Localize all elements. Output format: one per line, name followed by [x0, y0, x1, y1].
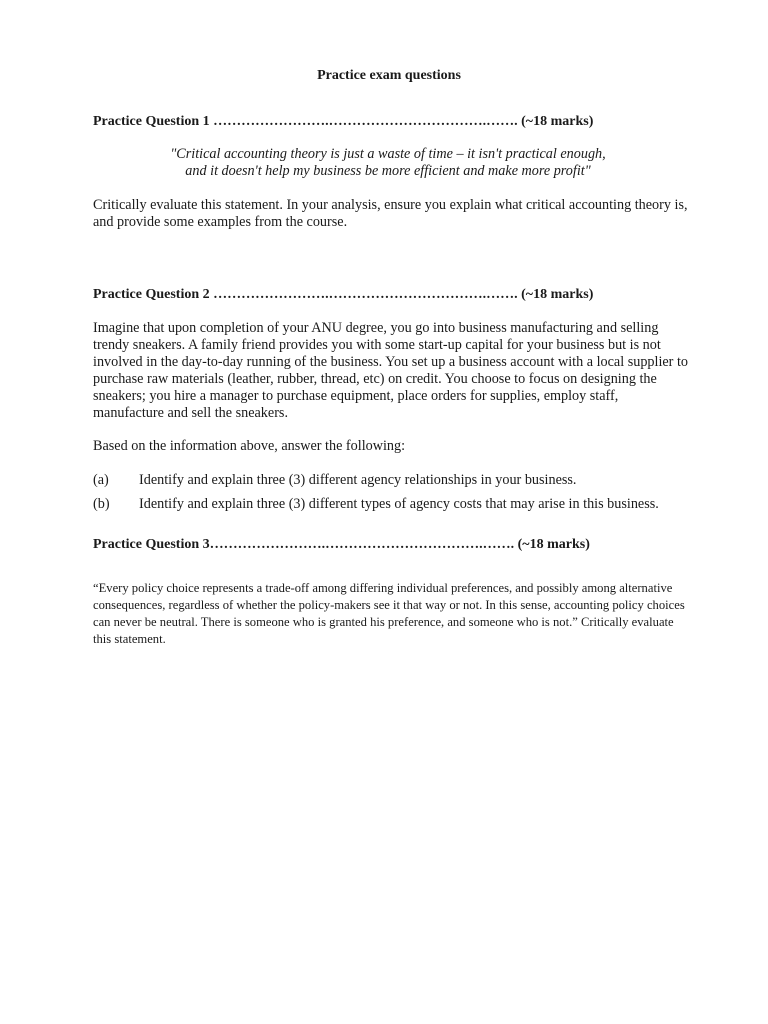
question-3-body: “Every policy choice represents a trade-off among differing individual preferences, and possibly among alternative consequences, regardless of whether the policy-makers see it that way or not. In this sense, accounting policy choices can never be neutral. There is someone who is granted his preference, and someone who is not.” Critically evaluate this statement.: [93, 581, 685, 646]
question-1-heading: Practice Question 1 …………………….…………………………….……. (~18 marks): [93, 114, 594, 129]
question-2-instruction: Based on the information above, answer the following:: [93, 438, 406, 454]
question-1-quote-line-2: and it doesn't help my business be more efficient and make more profit": [185, 163, 591, 179]
question-3-heading: Practice Question 3…………………….…………………………….……. (~18 marks): [93, 537, 590, 552]
list-marker: (a): [93, 472, 109, 488]
question-1-quote-line-1: "Critical accounting theory is just a waste of time – it isn't practical enough,: [170, 146, 606, 162]
question-2-heading: Practice Question 2 …………………….…………………………….……. (~18 marks): [93, 287, 594, 302]
question-2-body: Imagine that upon completion of your ANU degree, you go into business manufacturing and selling trendy sneakers. A family friend provides you with some start-up capital for your business but is not involved in the day-to-day running of the business. You set up a business account with a local supplier to purchase raw materials (leather, rubber, thread, etc) on credit. You choose to focus on designing the sneakers; you hire a manager to purchase equipment, place orders for supplies, employ staff, manufacture and sell the sneakers.: [93, 320, 688, 421]
question-1-quote: [93, 146, 683, 180]
list-item-text: Identify and explain three (3) different types of agency costs that may arise in this business.: [139, 496, 659, 512]
list-marker: (b): [93, 496, 110, 512]
document-title: Practice exam questions: [317, 68, 461, 83]
question-1-body: Critically evaluate this statement. In your analysis, ensure you explain what critical accounting theory is, and provide some examples from the course.: [93, 197, 688, 230]
list-item-text: Identify and explain three (3) different agency relationships in your business.: [139, 472, 577, 488]
